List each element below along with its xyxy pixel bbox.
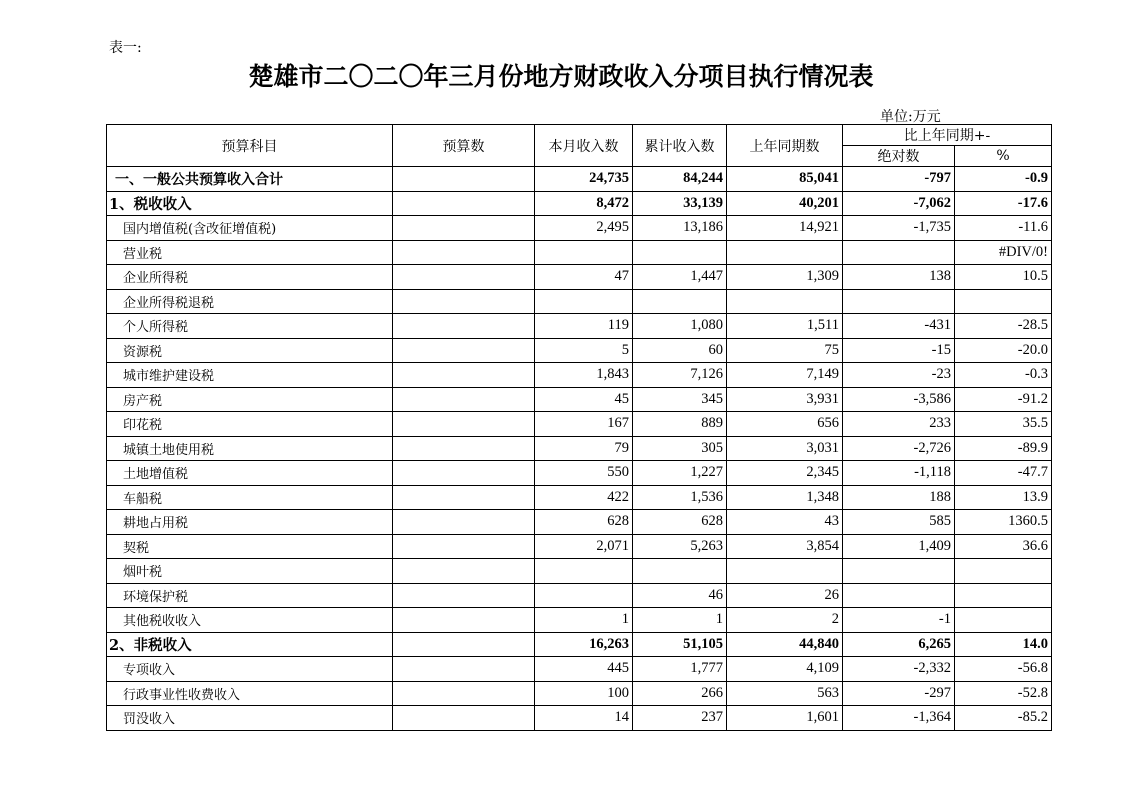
budget-cell: [393, 657, 535, 682]
absolute-cell: -1: [843, 608, 955, 633]
item-name-cell: 行政事业性收费收入: [107, 681, 393, 706]
last-year-cell: [727, 240, 843, 265]
table-row: [107, 681, 1052, 706]
last-year-cell: 43: [727, 510, 843, 535]
percent-cell: #DIV/0!: [955, 240, 1052, 265]
table-row: [107, 706, 1052, 731]
month-cell: 79: [535, 436, 633, 461]
month-cell: 1,843: [535, 363, 633, 388]
last-year-cell: 3,031: [727, 436, 843, 461]
item-name-cell: 一、一般公共预算收入合计: [107, 167, 393, 192]
month-cell: 550: [535, 461, 633, 486]
last-year-cell: 7,149: [727, 363, 843, 388]
cumulative-cell: 889: [633, 412, 727, 437]
item-name-cell: 企业所得税: [107, 265, 393, 290]
month-cell: 422: [535, 485, 633, 510]
cumulative-cell: 345: [633, 387, 727, 412]
absolute-cell: 6,265: [843, 632, 955, 657]
month-cell: 47: [535, 265, 633, 290]
absolute-cell: -2,726: [843, 436, 955, 461]
cumulative-cell: 628: [633, 510, 727, 535]
last-year-cell: 1,348: [727, 485, 843, 510]
budget-cell: [393, 510, 535, 535]
cumulative-cell: [633, 240, 727, 265]
budget-cell: [393, 167, 535, 192]
last-year-cell: 26: [727, 583, 843, 608]
absolute-cell: -1,364: [843, 706, 955, 731]
budget-cell: [393, 485, 535, 510]
budget-cell: [393, 191, 535, 216]
header-compare: 比上年同期+-: [843, 125, 1052, 146]
absolute-cell: 188: [843, 485, 955, 510]
last-year-cell: 44,840: [727, 632, 843, 657]
percent-cell: [955, 289, 1052, 314]
absolute-cell: 585: [843, 510, 955, 535]
table-row: [107, 314, 1052, 339]
cumulative-cell: 1: [633, 608, 727, 633]
last-year-cell: 3,854: [727, 534, 843, 559]
table-row: [107, 240, 1052, 265]
cumulative-cell: 60: [633, 338, 727, 363]
percent-cell: [955, 608, 1052, 633]
month-cell: [535, 240, 633, 265]
percent-cell: -0.3: [955, 363, 1052, 388]
month-cell: 45: [535, 387, 633, 412]
last-year-cell: 3,931: [727, 387, 843, 412]
absolute-cell: -1,735: [843, 216, 955, 241]
table-row: [107, 510, 1052, 535]
percent-cell: -20.0: [955, 338, 1052, 363]
budget-cell: [393, 583, 535, 608]
item-name-cell: 个人所得税: [107, 314, 393, 339]
cumulative-cell: 1,447: [633, 265, 727, 290]
last-year-cell: 1,601: [727, 706, 843, 731]
cumulative-cell: [633, 289, 727, 314]
month-cell: [535, 559, 633, 584]
budget-cell: [393, 289, 535, 314]
budget-cell: [393, 387, 535, 412]
header-percent: %: [955, 146, 1052, 167]
table-row: [107, 608, 1052, 633]
month-cell: 5: [535, 338, 633, 363]
table-row: [107, 412, 1052, 437]
item-name-cell: 城市维护建设税: [107, 363, 393, 388]
header-item: 预算科目: [107, 125, 393, 167]
budget-cell: [393, 314, 535, 339]
budget-cell: [393, 632, 535, 657]
header-cumulative: 累计收入数: [633, 125, 727, 167]
month-cell: 167: [535, 412, 633, 437]
header-absolute: 绝对数: [843, 146, 955, 167]
last-year-cell: 75: [727, 338, 843, 363]
month-cell: 16,263: [535, 632, 633, 657]
budget-cell: [393, 461, 535, 486]
percent-cell: [955, 583, 1052, 608]
last-year-cell: 2,345: [727, 461, 843, 486]
budget-cell: [393, 559, 535, 584]
cumulative-cell: 1,080: [633, 314, 727, 339]
percent-cell: -89.9: [955, 436, 1052, 461]
item-name-cell: 环境保护税: [107, 583, 393, 608]
absolute-cell: [843, 559, 955, 584]
absolute-cell: -797: [843, 167, 955, 192]
cumulative-cell: 5,263: [633, 534, 727, 559]
percent-cell: 36.6: [955, 534, 1052, 559]
table-body: [107, 167, 1052, 731]
cumulative-cell: 7,126: [633, 363, 727, 388]
percent-cell: -52.8: [955, 681, 1052, 706]
budget-cell: [393, 265, 535, 290]
percent-cell: -17.6: [955, 191, 1052, 216]
table-row: [107, 265, 1052, 290]
table-row: [107, 632, 1052, 657]
cumulative-cell: 51,105: [633, 632, 727, 657]
budget-cell: [393, 534, 535, 559]
last-year-cell: 1,511: [727, 314, 843, 339]
month-cell: 2,071: [535, 534, 633, 559]
month-cell: 24,735: [535, 167, 633, 192]
percent-cell: -91.2: [955, 387, 1052, 412]
percent-cell: [955, 559, 1052, 584]
percent-cell: -0.9: [955, 167, 1052, 192]
last-year-cell: 14,921: [727, 216, 843, 241]
revenue-table: [106, 124, 1052, 731]
table-row: [107, 387, 1052, 412]
table-row: [107, 436, 1052, 461]
table-row: [107, 167, 1052, 192]
absolute-cell: 233: [843, 412, 955, 437]
item-name-cell: 国内增值税(含改征增值税): [107, 216, 393, 241]
absolute-cell: 1,409: [843, 534, 955, 559]
table-row: [107, 191, 1052, 216]
budget-cell: [393, 338, 535, 363]
item-name-cell: 车船税: [107, 485, 393, 510]
percent-cell: -47.7: [955, 461, 1052, 486]
item-name-cell: 城镇土地使用税: [107, 436, 393, 461]
item-name-cell: 烟叶税: [107, 559, 393, 584]
month-cell: 14: [535, 706, 633, 731]
page-title: 楚雄市二〇二〇年三月份地方财政收入分项目执行情况表: [248, 62, 874, 91]
absolute-cell: -1,118: [843, 461, 955, 486]
item-name-cell: 耕地占用税: [107, 510, 393, 535]
header-budget: 预算数: [393, 125, 535, 167]
last-year-cell: 563: [727, 681, 843, 706]
month-cell: [535, 289, 633, 314]
header-month: 本月收入数: [535, 125, 633, 167]
table-row: [107, 338, 1052, 363]
last-year-cell: [727, 289, 843, 314]
absolute-cell: -297: [843, 681, 955, 706]
month-cell: 628: [535, 510, 633, 535]
last-year-cell: 4,109: [727, 657, 843, 682]
month-cell: 119: [535, 314, 633, 339]
table-row: [107, 559, 1052, 584]
cumulative-cell: 13,186: [633, 216, 727, 241]
unit-label: 单位:万元: [880, 109, 941, 125]
budget-cell: [393, 240, 535, 265]
absolute-cell: -15: [843, 338, 955, 363]
header-last-year: 上年同期数: [727, 125, 843, 167]
last-year-cell: [727, 559, 843, 584]
budget-cell: [393, 436, 535, 461]
item-name-cell: 1、税收收入: [107, 191, 393, 216]
cumulative-cell: 46: [633, 583, 727, 608]
table-row: [107, 534, 1052, 559]
absolute-cell: -2,332: [843, 657, 955, 682]
item-name-cell: 房产税: [107, 387, 393, 412]
table-row: [107, 485, 1052, 510]
budget-cell: [393, 608, 535, 633]
percent-cell: 14.0: [955, 632, 1052, 657]
month-cell: 445: [535, 657, 633, 682]
budget-cell: [393, 706, 535, 731]
percent-cell: -11.6: [955, 216, 1052, 241]
last-year-cell: 1,309: [727, 265, 843, 290]
table-number-label: 表一:: [109, 40, 142, 56]
item-name-cell: 专项收入: [107, 657, 393, 682]
item-name-cell: 土地增值税: [107, 461, 393, 486]
item-name-cell: 罚没收入: [107, 706, 393, 731]
item-name-cell: 企业所得税退税: [107, 289, 393, 314]
item-name-cell: 2、非税收入: [107, 632, 393, 657]
table-row: [107, 289, 1052, 314]
absolute-cell: [843, 240, 955, 265]
absolute-cell: 138: [843, 265, 955, 290]
absolute-cell: [843, 289, 955, 314]
cumulative-cell: 305: [633, 436, 727, 461]
last-year-cell: 85,041: [727, 167, 843, 192]
table-row: [107, 216, 1052, 241]
month-cell: 1: [535, 608, 633, 633]
budget-cell: [393, 412, 535, 437]
header-row: [107, 125, 1052, 146]
cumulative-cell: 266: [633, 681, 727, 706]
item-name-cell: 印花税: [107, 412, 393, 437]
absolute-cell: -3,586: [843, 387, 955, 412]
absolute-cell: [843, 583, 955, 608]
percent-cell: -85.2: [955, 706, 1052, 731]
month-cell: 8,472: [535, 191, 633, 216]
percent-cell: 1360.5: [955, 510, 1052, 535]
cumulative-cell: 33,139: [633, 191, 727, 216]
percent-cell: -28.5: [955, 314, 1052, 339]
budget-cell: [393, 681, 535, 706]
last-year-cell: 656: [727, 412, 843, 437]
percent-cell: -56.8: [955, 657, 1052, 682]
cumulative-cell: 1,536: [633, 485, 727, 510]
absolute-cell: -7,062: [843, 191, 955, 216]
month-cell: 2,495: [535, 216, 633, 241]
percent-cell: 35.5: [955, 412, 1052, 437]
item-name-cell: 契税: [107, 534, 393, 559]
table-row: [107, 461, 1052, 486]
absolute-cell: -431: [843, 314, 955, 339]
cumulative-cell: 84,244: [633, 167, 727, 192]
percent-cell: 10.5: [955, 265, 1052, 290]
table-row: [107, 363, 1052, 388]
budget-cell: [393, 363, 535, 388]
item-name-cell: 其他税收收入: [107, 608, 393, 633]
month-cell: [535, 583, 633, 608]
cumulative-cell: [633, 559, 727, 584]
absolute-cell: -23: [843, 363, 955, 388]
item-name-cell: 资源税: [107, 338, 393, 363]
percent-cell: 13.9: [955, 485, 1052, 510]
budget-cell: [393, 216, 535, 241]
item-name-cell: 营业税: [107, 240, 393, 265]
cumulative-cell: 237: [633, 706, 727, 731]
table-row: [107, 583, 1052, 608]
month-cell: 100: [535, 681, 633, 706]
last-year-cell: 2: [727, 608, 843, 633]
cumulative-cell: 1,777: [633, 657, 727, 682]
cumulative-cell: 1,227: [633, 461, 727, 486]
last-year-cell: 40,201: [727, 191, 843, 216]
table-row: [107, 657, 1052, 682]
